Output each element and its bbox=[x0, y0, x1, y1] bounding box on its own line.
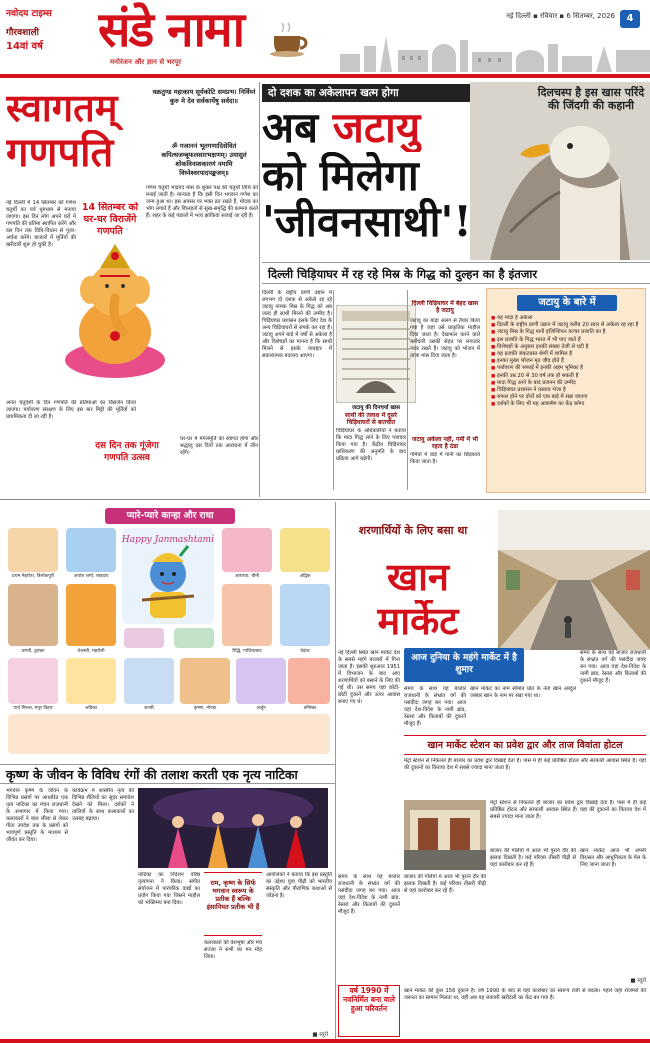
krishna-article-col5: कलाकारों की वेशभूषा और मंच सज्जा ने सभी का मन मोह लिया। bbox=[204, 940, 262, 960]
kid-caption: पार्थ मित्तल, मयूर विहार bbox=[13, 706, 53, 711]
kid-photo bbox=[180, 658, 230, 704]
jatayu-headline-line2: को मिलेगा bbox=[262, 152, 419, 200]
jatayu-headline-line1 bbox=[262, 104, 502, 152]
khan-market-article-col2b: बाजार की गलियों में आज भी पुराने दौर की झलक दिखती है। कई परिवार तीसरी पीढ़ी से यहां कारोबार कर रहे हैं। bbox=[404, 874, 486, 894]
ganesh-article-col2: गणेश चतुर्थी भाद्रपद मास के शुक्ल पक्ष की चतुर्थी तिथि को मनाई जाती है। मान्यता है कि इसी दिन भगवान गणेश का जन्म हुआ था। इस अवसर पर भक्त व्रत रखते हैं, मोदक का भोग लगाते हैं और विघ्नहर्ता से सुख-समृद्धि की कामना करते हैं। शहर के कई पंडालों में भव्य झांकियां सजाई जा रही हैं। bbox=[146, 185, 258, 219]
list-item: ■ जटायु मिस्र के गिद्ध यानी इजिप्शियन वल्चर प्रजाति का है bbox=[491, 329, 643, 336]
list-item: ■ इनकी उम्र 20 से 30 वर्ष तक हो सकती है bbox=[491, 373, 643, 380]
khan-market-station-text2: मेट्रो स्टेशन से निकलते ही बाजार का प्रवेश द्वार दिखाई देता है। पास में ही कई प्रतिष्ठित होटल और सरकारी आवास स्थित हैं। यहां की दुकानों का किराया देश में सबसे ज्यादा माना जाता है। bbox=[490, 800, 646, 820]
list-item: ■ यह मादा है अकेला bbox=[491, 315, 643, 322]
jatayu-col2-subhead: साथी की तलाश में दूसरे चिड़ियाघरों से बातचीत bbox=[345, 412, 397, 426]
khan-market-kicker: शरणार्थियों के लिए बसा था bbox=[358, 524, 468, 537]
kid-caption: अयांश शर्मा, शाहदरा bbox=[73, 574, 109, 579]
kid-photo bbox=[236, 658, 286, 704]
kids-group-row bbox=[8, 714, 330, 754]
headline-prefix: अब bbox=[262, 104, 333, 152]
column-divider bbox=[407, 290, 408, 490]
list-item: ■ विशेषज्ञों के अनुसार इनकी संख्या तेजी से घटी है bbox=[491, 344, 643, 351]
list-item: ■ दर्शकों के लिए भी यह आकर्षण का केंद्र बनेगा bbox=[491, 401, 643, 408]
issue-date: नई दिल्ली ▪ रविवार ▪ 6 सितम्बर, 2026 bbox=[506, 12, 615, 20]
khan-market-station-text: मेट्रो स्टेशन से निकलते ही बाजार का प्रवेश द्वार दिखाई देता है। पास में ही कई प्रतिष्ठित होटल और सरकारी आवास स्थित हैं। यहां की दुकानों का किराया देश में सबसे ज्यादा माना जाता है। bbox=[404, 758, 646, 771]
kid-photo bbox=[8, 528, 58, 572]
kid-caption: प्रथम मेहरोत्रा, त्रिलोकपुरी bbox=[12, 574, 54, 579]
jatayu-subheadline: दिल्ली चिड़ियाघर में रह रहे मिस्र के गिद्ध को दुल्हन का है इंतजार bbox=[262, 262, 650, 284]
khan-market-article-col4: समय के साथ यह बाजार राजधानी के संभ्रांत वर्ग की पसंदीदा जगह बन गया। आज यहां देश-विदेश के नामी ब्रांड, रेस्तरां और किताबों की दुकानें मौजूद हैं। bbox=[580, 650, 646, 684]
kid-caption: रिद्धि, गाजियाबाद bbox=[232, 649, 262, 654]
section-tagline: मनोरंजन और ज्ञान से भरपूर bbox=[110, 58, 182, 66]
headline-jatayu: जटायु bbox=[332, 104, 421, 152]
list-item: ■ पर्यावरण की सफाई में इनकी अहम भूमिका है bbox=[491, 365, 643, 372]
krishna-article-col3: नाटिका का निर्देशन वरिष्ठ नृत्यांगना ने किया। संगीत संयोजन में पारंपरिक वाद्यों का प्रयोग किया गया जिसने माहौल को भक्तिमय बना दिया। bbox=[138, 872, 200, 906]
brand-name: नवोदय टाइम्स bbox=[6, 9, 52, 19]
jatayu-headline-line3: 'जीवनसाथी'! bbox=[262, 198, 472, 246]
masthead-rule bbox=[0, 74, 650, 78]
column-divider bbox=[259, 82, 260, 497]
khan-market-headline-line1: खान bbox=[386, 556, 450, 598]
kid-photo bbox=[222, 584, 272, 646]
kid-photo bbox=[124, 658, 174, 704]
krishna-dance-headline: कृष्ण के जीवन के विविध रंगों की तलाश करती एक नृत्य नाटिका bbox=[0, 764, 336, 784]
krishna-article-col4: आयोजकों ने बताया कि इस प्रस्तुति का उद्देश्य युवा पीढ़ी को भारतीय संस्कृति और पौराणिक कथाओं से जोड़ना है। bbox=[266, 872, 332, 899]
section-divider bbox=[0, 499, 650, 500]
khan-market-article-col3: खान मार्केट का नाम सीमांत प्रांत के नेता खान अब्दुल जब्बार खान के नाम पर रखा गया था। bbox=[470, 686, 576, 699]
khan-market-bottom-text: खान मार्केट की कुल 156 दुकानें हैं। वर्ष 1990 के बाद से यहां कारोबार का स्वरूप तेजी से बदला। पहले जहां रोजमर्रा की जरूरत का सामान मिलता था, वहीं अब यह लक्जरी खरीदारी का केंद्र बन गया है। bbox=[404, 988, 646, 1001]
kid-caption: आराध्या, चीनी bbox=[234, 574, 260, 579]
dance-drama-photo bbox=[138, 788, 328, 868]
list-item: ■ दिल्ली के राष्ट्रीय प्राणी उद्यान में जटायु करीब 20 साल से अकेला रह रहा है bbox=[491, 322, 643, 329]
ganesh-date-callout: 14 सितम्बर को घर-घर विराजेंगे गणपति bbox=[81, 202, 139, 237]
krishna-article-col2: कार्यक्रम में शास्त्रीय नृत्य की विभिन्न शैलियों का सुंदर समावेश देखने को मिला। दर्शकों ने तालियों के साथ कलाकारों का उत्साह बढ़ाया। bbox=[72, 788, 134, 822]
krishna-quote-box: राम, कृष्ण के सिर्फ भगवान स्वरूप के प्रतीक हैं बल्कि इंसानियत प्रतीक भी हैं bbox=[204, 872, 262, 936]
jatayu-kicker: दो दशक का अकेलापन खत्म होगा bbox=[262, 84, 502, 102]
metro-station-photo bbox=[404, 800, 486, 870]
kid-photo bbox=[66, 658, 116, 704]
masthead bbox=[0, 0, 650, 78]
kid-photo bbox=[124, 628, 164, 648]
tea-cup-icon bbox=[268, 22, 314, 58]
list-item: ■ सफल होने पर दोनों को एक बाड़े में रखा जाएगा bbox=[491, 394, 643, 401]
khan-market-byline: ■ ब्यूरो bbox=[630, 978, 646, 984]
khan-market-article-col2: समय के साथ यह बाजार राजधानी के संभ्रांत वर्ग की पसंदीदा जगह बन गया। आज यहां देश-विदेश के नामी ब्रांड, रेस्तरां और किताबों की दुकानें मौजूद हैं। bbox=[404, 686, 466, 727]
column-divider bbox=[333, 290, 334, 490]
kid-photo bbox=[280, 584, 330, 646]
kid-caption: तेजस्वी, महरौली bbox=[77, 649, 105, 654]
kid-photo bbox=[8, 658, 58, 704]
kanha-section-title: प्यारे-प्यारे कान्हा और राधा bbox=[105, 508, 235, 524]
kid-caption: अविका bbox=[85, 706, 97, 711]
page-bottom-rule bbox=[0, 1039, 650, 1043]
ganesh-article-col3: अनंत चतुर्दशी के दिन गणपति की प्रतिमाओं का विसर्जन किया जाएगा। पर्यावरण संरक्षण के लिए इस बार मिट्टी की मूर्तियों को प्राथमिकता दी जा रही है। bbox=[6, 400, 136, 420]
jatayu-col3-head: दिल्ली चिड़ियाघर में बेहद खास है जटायु bbox=[411, 300, 479, 314]
khan-market-street-photo bbox=[498, 510, 650, 650]
vulture-chart-caption: जटायु की दिनचर्या खास bbox=[351, 405, 400, 411]
jatayu-article-col3: जटायु का बाड़ा अलग से तैयार किया गया है जहां उसे प्राकृतिक माहौल दिया जाता है। देखभाल करने वाले कर्मचारी उसकी सेहत पर लगातार नजर रखते हैं। जटायु को भोजन में ताजा मांस दिया जाता है। bbox=[410, 318, 480, 359]
section-title: संडे नामा bbox=[98, 2, 244, 58]
list-item: ■ इस प्रजाति के गिद्ध भारत में भी पाए जाते हैं bbox=[491, 337, 643, 344]
jatayu-article-col3b: गर्मियों में बाड़े में पानी का छिड़काव किया जाता है। bbox=[410, 452, 480, 465]
kid-photo bbox=[66, 528, 116, 572]
krishna-byline: ■ ब्यूरो bbox=[312, 1032, 328, 1038]
kid-caption: अर्जुन bbox=[256, 706, 266, 711]
brand-glorious: गौरवशाली bbox=[6, 28, 39, 38]
ganesh-headline-line2: गणपति bbox=[6, 130, 114, 176]
jatayu-article-col1: दिल्ली के राष्ट्रीय प्राणी उद्यान में लगभग दो दशक से अकेले रह रहे जटायु नामक मिस्र के गिद्ध को अब जल्द ही साथी मिलने की उम्मीद है। चिड़ियाघर प्रशासन इसके लिए देश के अन्य चिड़ियाघरों से संपर्क कर रहा है। जटायु अपने बाड़े में वर्षों से अकेला है और विशेषज्ञों का मानना है कि साथी मिलने से इसके व्यवहार में सकारात्मक बदलाव आएगा। bbox=[262, 290, 332, 359]
page-number-badge: 4 bbox=[620, 10, 640, 28]
list-item: ■ मादा गिद्ध आने के बाद प्रजनन की उम्मीद bbox=[491, 380, 643, 387]
city-skyline-illustration bbox=[340, 26, 650, 72]
janmashtami-banner: Happy Janmashtami bbox=[122, 535, 214, 545]
list-item: ■ यह प्रजाति संकटग्रस्त श्रेणी में शामिल है bbox=[491, 351, 643, 358]
jatayu-facts-box bbox=[486, 288, 646, 493]
khan-market-lower-col: बाजार की गलियों में आज भी पुराने दौर की झलक दिखती है। कई परिवार तीसरी पीढ़ी से यहां कारोबार कर रहे हैं। bbox=[490, 848, 576, 868]
ganesh-headline-line1: स्वागतम् bbox=[6, 86, 118, 130]
kid-photo bbox=[280, 528, 330, 572]
khan-market-article-col1: नई दिल्ली स्थित खान मार्केट देश के सबसे महंगे बाजारों में गिना जाता है। इसकी शुरुआत 1951 में विभाजन के बाद आए शरणार्थियों को बसाने के लिए की गई थी। उस समय यहां छोटी-छोटी दुकानें और ऊपर आवास बनाए गए थे। bbox=[338, 650, 400, 705]
ganesh-article-col1: नई दिल्ली में 14 सितम्बर को गणेश चतुर्थी का पर्व धूमधाम से मनाया जाएगा। इस दिन लोग अपने घरों में गणपति की प्रतिमा स्थापित करेंगे और दस दिन तक विधि-विधान से पूजा-अर्चना करेंगे। बाजारों में मूर्तियों की खरीदारी शुरू हो चुकी है। bbox=[6, 200, 76, 248]
jatayu-facts-title: जटायु के बारे में bbox=[517, 295, 617, 311]
kid-caption: कृष्णा, नोएडा bbox=[193, 706, 217, 711]
khan-market-costly-callout: आज दुनिया के महंगे मार्केट में है शुमार bbox=[404, 648, 524, 682]
list-item: ■ इनका मुख्य भोजन मृत जीव होते हैं bbox=[491, 358, 643, 365]
khan-market-1990-callout: वर्ष 1990 में नवनिर्मित बना वाले हुआ परिवर्तन bbox=[338, 985, 400, 1037]
kid-caption: तनिष्का bbox=[303, 706, 317, 711]
kid-caption: शान्वी bbox=[144, 706, 154, 711]
khan-market-headline-line2: मार्केट bbox=[377, 600, 459, 642]
ganesh-mantra-2: ॐ गजाननं भूतगणादिसेवितं कपित्थजम्बूफलसारभक्षणम्। उमासुतं शोकविनाशकारणं नमामि विघ्नेश्वरपादपङ्कजम्॥ bbox=[161, 142, 247, 177]
kid-caption: अद्विक bbox=[299, 574, 311, 579]
brand-badge bbox=[6, 6, 92, 66]
vulture-chart-image bbox=[336, 305, 416, 403]
kid-caption: प्रणवी, द्वारका bbox=[21, 649, 45, 654]
krishna-cartoon-illustration bbox=[122, 528, 214, 624]
kid-photo bbox=[66, 584, 116, 646]
jatayu-article-col2: चिड़ियाघर के अधिकारियों ने बताया कि मादा गिद्ध लाने के लिए पत्राचार किया गया है। केंद्रीय चिड़ियाघर प्राधिकरण की अनुमति के बाद प्रक्रिया आगे बढ़ेगी। bbox=[336, 428, 406, 462]
jatayu-facts-list bbox=[491, 315, 643, 493]
list-item: ■ चिड़ियाघर प्रशासन ने प्रस्ताव भेजा है bbox=[491, 387, 643, 394]
jatayu-col3-subhead: जटायु अकेला नहीं, गर्मी में भी रहता है ठंडा bbox=[412, 436, 478, 450]
khan-market-article-col1b: समय के साथ यह बाजार राजधानी के संभ्रांत वर्ग की पसंदीदा जगह बन गया। आज यहां देश-विदेश के नामी ब्रांड, रेस्तरां और किताबों की दुकानें मौजूद हैं। bbox=[338, 874, 400, 915]
ganesh-article-col4: घर-घर में मंगलमूर्ति का स्वागत होगा और श्रद्धालु दस दिनों तक आराधना में लीन रहेंगे। bbox=[180, 436, 258, 456]
kid-caption: वेदांश bbox=[300, 649, 310, 654]
khan-market-lower-col2: खान मार्केट आज भी अपनी विरासत और आधुनिकता के मेल के लिए जाना जाता है। bbox=[580, 848, 646, 868]
krishna-article-col1: भगवान कृष्ण के जीवन के विभिन्न प्रसंगों पर आधारित एक नृत्य नाटिका का मंचन राजधानी के सभागार में किया गया। कलाकारों ने बाल लीला से लेकर गीता उपदेश तक के प्रसंगों को भावपूर्ण प्रस्तुति के माध्यम से जीवंत कर दिया। bbox=[6, 788, 68, 843]
kid-photo bbox=[222, 528, 272, 572]
ganesh-utsav-callout: दस दिन तक गूंजेगा गणपति उत्सव bbox=[82, 440, 172, 498]
ganesh-mantra-1: वक्रतुण्ड महाकाय सूर्यकोटि समप्रभ। निर्विघ्नं कुरु मे देव सर्वकार्येषु सर्वदा॥ bbox=[152, 88, 256, 105]
vulture-photo-caption: दिलचस्प है इस खास परिंदे की जिंदगी की कहानी bbox=[537, 86, 645, 112]
kid-photo bbox=[174, 628, 214, 648]
khan-market-station-heading: खान मार्केट स्टेशन का प्रवेश द्वार और ताज विवांता होटल bbox=[404, 735, 646, 755]
brand-year: 14वां वर्ष bbox=[6, 41, 43, 52]
kid-photo bbox=[288, 658, 330, 704]
kid-photo bbox=[8, 584, 58, 646]
